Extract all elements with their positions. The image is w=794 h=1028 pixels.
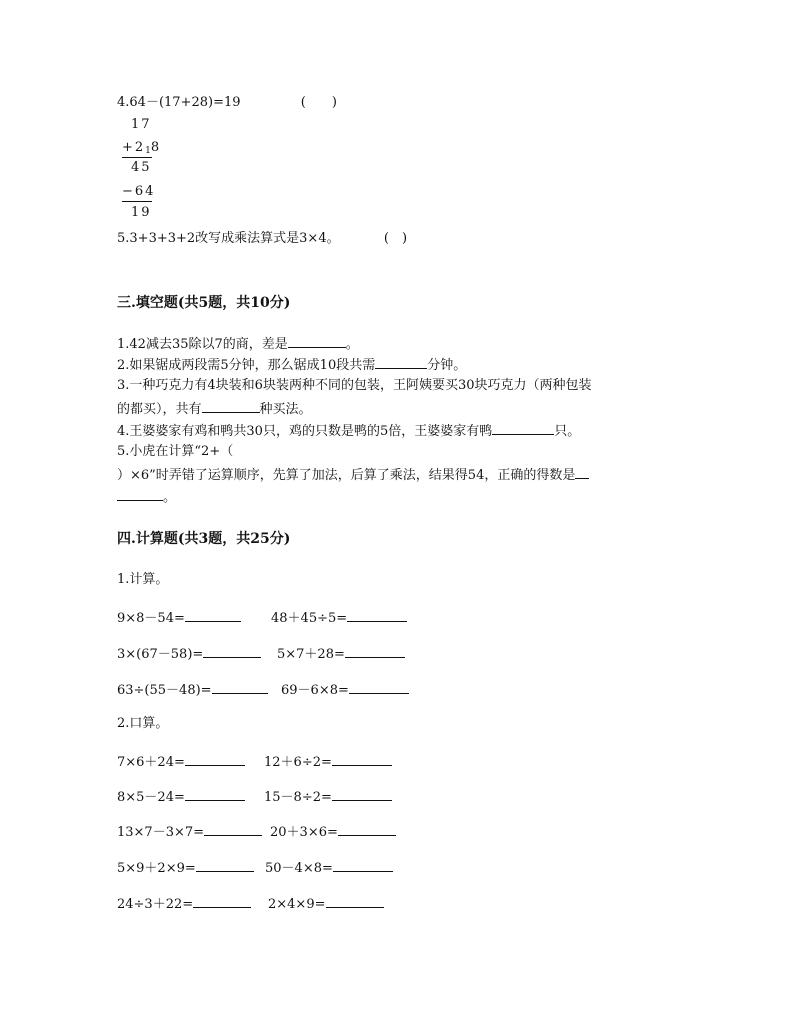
answer-blank[interactable] bbox=[492, 422, 554, 435]
calc-problem bbox=[117, 645, 261, 663]
problem-text: 5×7＋28= bbox=[277, 647, 345, 662]
carry-digit: 1 bbox=[145, 146, 151, 156]
problem-text: 12＋6÷2= bbox=[264, 755, 332, 770]
calc-row-2-suffix: 8 bbox=[150, 140, 162, 155]
question-5-text: 5.3+3+3+2改写成乘法算式是3×4。 bbox=[117, 231, 340, 246]
calc-problem bbox=[264, 788, 392, 806]
question-suffix: 种买法。 bbox=[259, 402, 312, 417]
problem-text: 8×5－24= bbox=[117, 790, 185, 805]
question-suffix: 。 bbox=[163, 490, 177, 505]
calc-problem bbox=[117, 753, 245, 771]
problem-text: 5×9＋2×9= bbox=[117, 861, 196, 876]
sub-question-2-label: 2.口算。 bbox=[117, 716, 169, 731]
problem-text: 15－8÷2= bbox=[264, 790, 332, 805]
calc-problem bbox=[117, 895, 251, 913]
problem-text: 13×7－3×7= bbox=[117, 825, 205, 840]
problem-text: 7×6＋24= bbox=[117, 755, 185, 770]
question-4 bbox=[117, 95, 337, 111]
answer-blank[interactable] bbox=[288, 335, 346, 348]
fill-question-5-line-2 bbox=[117, 466, 589, 484]
answer-blank[interactable] bbox=[185, 609, 241, 622]
question-suffix: 分钟。 bbox=[427, 358, 467, 373]
problem-text: 20＋3×6= bbox=[270, 825, 338, 840]
calc-problem bbox=[264, 753, 392, 771]
problem-text: 63÷(55－48)= bbox=[117, 683, 212, 698]
question-4-text: 4.64－(17+28)=19 bbox=[117, 95, 241, 110]
fill-question-5-line-3 bbox=[117, 488, 176, 506]
sub-question-1-label: 1.计算。 bbox=[117, 572, 169, 587]
problem-text: 69－6×8= bbox=[281, 683, 349, 698]
answer-bracket: ( ) bbox=[300, 95, 337, 110]
calc-problem bbox=[117, 823, 262, 841]
answer-blank[interactable] bbox=[193, 895, 251, 908]
fill-question-1 bbox=[117, 335, 359, 353]
answer-blank[interactable] bbox=[338, 823, 396, 836]
answer-blank[interactable] bbox=[333, 859, 393, 872]
calc-row-5: 19 bbox=[131, 205, 152, 220]
calc-problem bbox=[265, 859, 393, 877]
fill-question-5-line-1: 5.小虎在计算“2+（ bbox=[117, 444, 234, 459]
calc-problem bbox=[117, 681, 268, 699]
answer-blank[interactable] bbox=[212, 681, 268, 694]
calc-problem bbox=[268, 895, 384, 913]
fill-question-4 bbox=[117, 422, 580, 440]
calc-row-2-prefix: +2 bbox=[122, 140, 146, 155]
fill-question-3-line-1: 3.一种巧克力有4块装和6块装两种不同的包装，王阿姨要买30块巧克力（两种包装 bbox=[117, 378, 592, 393]
calc-problem bbox=[271, 609, 407, 627]
answer-blank[interactable] bbox=[332, 788, 392, 801]
problem-text: 3×(67－58)= bbox=[117, 647, 204, 662]
section-3-title: 三.填空题(共5题，共10分) bbox=[117, 295, 291, 311]
calc-row-3: 45 bbox=[131, 160, 152, 175]
question-suffix: 只。 bbox=[554, 424, 581, 439]
answer-blank[interactable] bbox=[326, 895, 384, 908]
fill-question-3-line-2 bbox=[117, 400, 312, 418]
question-text: ）×6”时弄错了运算顺序，先算了加法，后算了乘法，结果得54，正确的得数是 bbox=[117, 468, 576, 483]
question-text: 2.如果锯成两段需5分钟，那么锯成10段共需 bbox=[117, 358, 376, 373]
answer-blank-start[interactable] bbox=[575, 466, 589, 479]
answer-blank-end[interactable] bbox=[117, 488, 163, 501]
calc-row-4: −64 bbox=[122, 184, 156, 199]
answer-blank[interactable] bbox=[204, 823, 262, 836]
calc-problem bbox=[117, 859, 254, 877]
problem-text: 50－4×8= bbox=[265, 861, 333, 876]
answer-blank[interactable] bbox=[349, 681, 409, 694]
calc-divider-2 bbox=[122, 201, 152, 202]
problem-text: 2×4×9= bbox=[268, 897, 326, 912]
answer-blank[interactable] bbox=[332, 753, 392, 766]
calc-row-1: 17 bbox=[131, 117, 152, 132]
answer-blank[interactable] bbox=[185, 753, 245, 766]
answer-blank[interactable] bbox=[203, 645, 261, 658]
section-4-title: 四.计算题(共3题，共25分) bbox=[117, 531, 291, 547]
answer-blank[interactable] bbox=[185, 788, 245, 801]
answer-blank[interactable] bbox=[196, 859, 254, 872]
question-5 bbox=[117, 231, 407, 247]
question-text: 1.42减去35除以7的商，差是 bbox=[117, 337, 288, 352]
calc-problem bbox=[117, 609, 241, 627]
answer-bracket: ( ) bbox=[383, 231, 408, 246]
problem-text: 48＋45÷5= bbox=[271, 611, 348, 626]
problem-text: 24÷3＋22= bbox=[117, 897, 194, 912]
question-text: 4.王婆婆家有鸡和鸭共30只，鸡的只数是鸭的5倍，王婆婆家有鸭 bbox=[117, 424, 493, 439]
answer-blank[interactable] bbox=[202, 400, 260, 413]
calc-problem bbox=[270, 823, 396, 841]
calc-problem bbox=[277, 645, 405, 663]
answer-blank[interactable] bbox=[347, 609, 407, 622]
calc-divider-1 bbox=[122, 157, 152, 158]
answer-blank[interactable] bbox=[375, 356, 427, 369]
calc-row-2 bbox=[122, 140, 161, 156]
answer-blank[interactable] bbox=[345, 645, 405, 658]
problem-text: 9×8－54= bbox=[117, 611, 185, 626]
calc-problem bbox=[117, 788, 245, 806]
question-suffix: 。 bbox=[345, 337, 359, 352]
fill-question-2 bbox=[117, 356, 466, 374]
question-text: 的都买），共有 bbox=[117, 402, 202, 417]
calc-problem bbox=[281, 681, 409, 699]
